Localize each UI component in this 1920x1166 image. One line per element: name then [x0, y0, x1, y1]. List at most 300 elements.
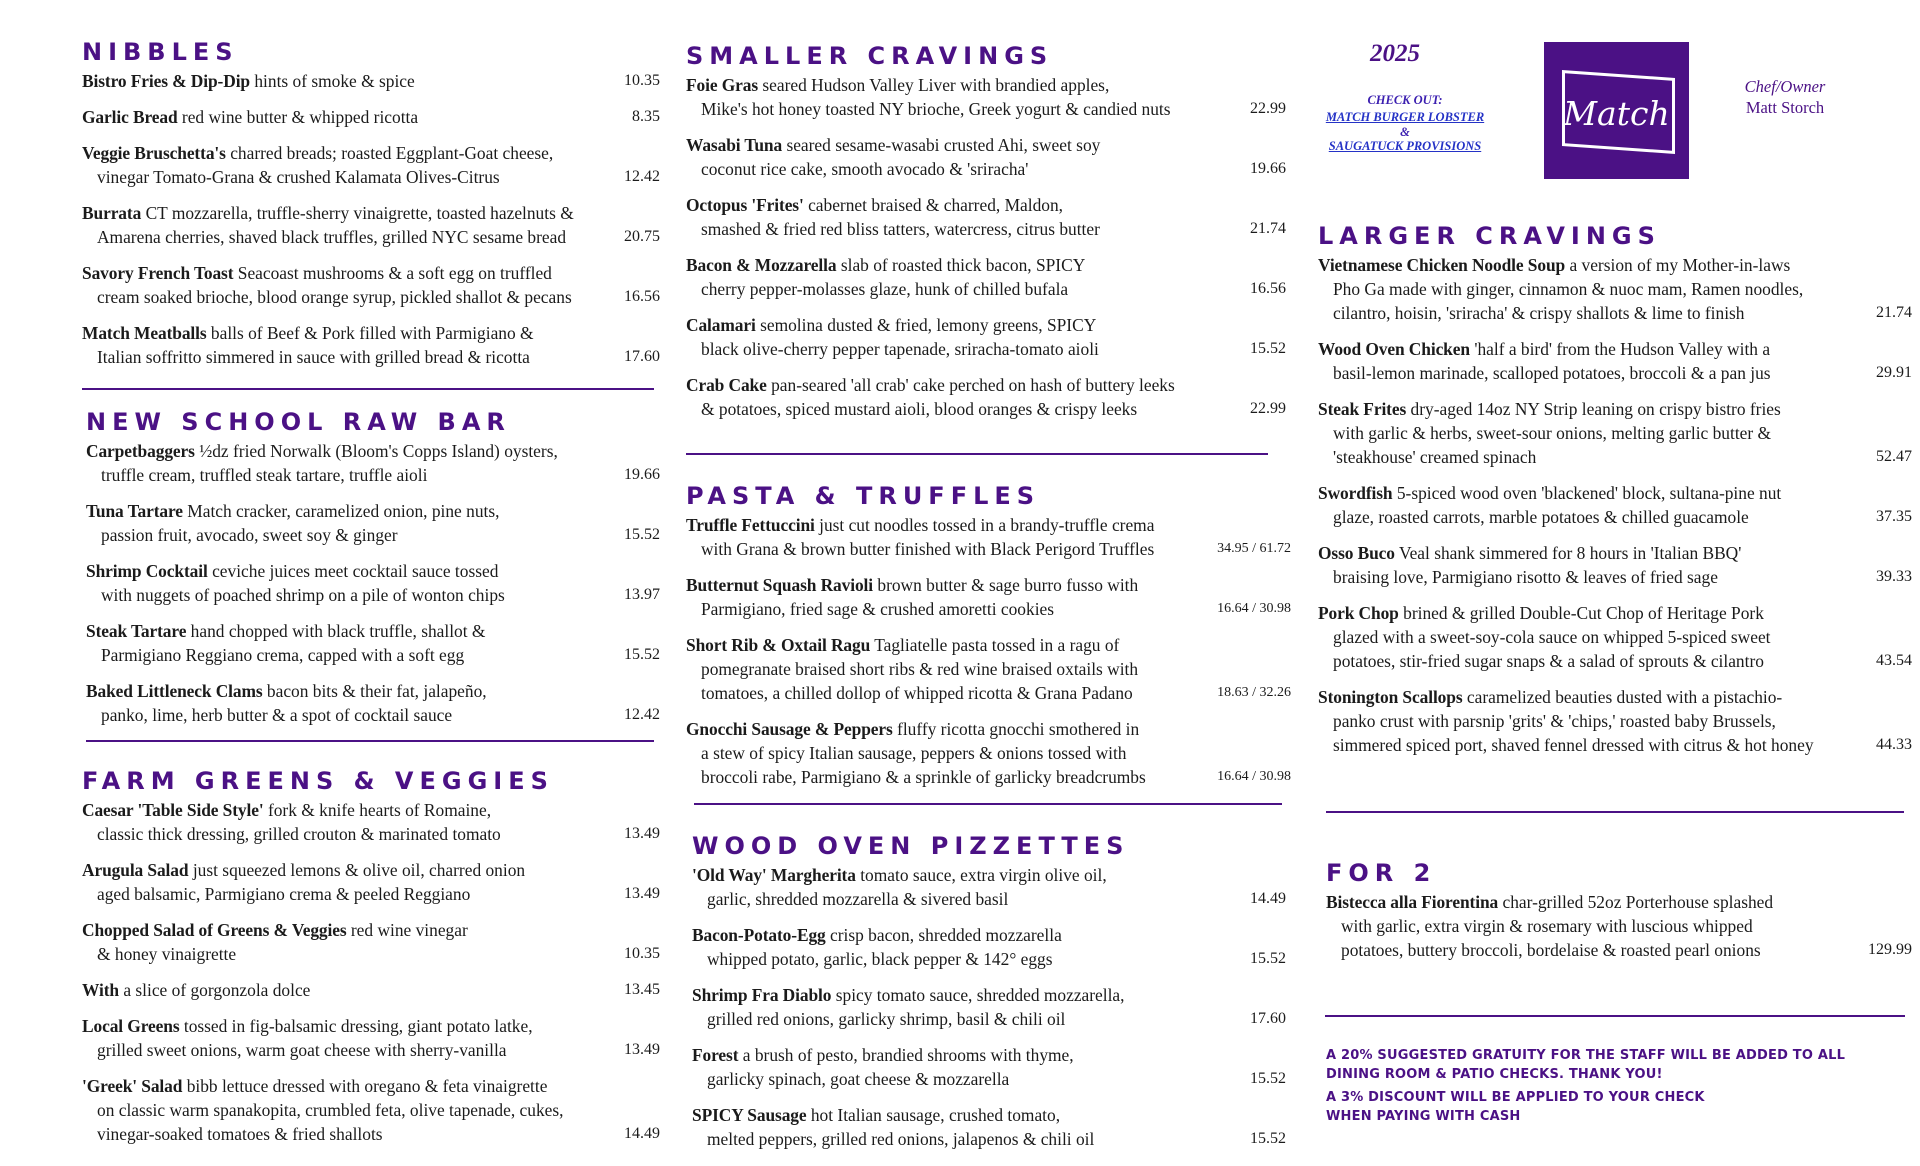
section-larger-cravings	[1318, 222, 1912, 769]
item-name: Foie Gras	[686, 75, 759, 95]
menu-item	[86, 499, 660, 547]
menu-item	[1326, 890, 1912, 962]
item-first-line	[86, 499, 660, 523]
item-description: a brush of pesto, brandied shrooms with thyme,	[742, 1045, 1074, 1065]
item-price: 16.56	[624, 288, 660, 305]
item-price: 18.63 / 32.26	[1217, 685, 1291, 700]
item-description: vinegar Tomato-Grana & crushed Kalamata Olives-Citrus	[97, 167, 500, 187]
item-description: grilled red onions, garlicky shrimp, basil & chili oil	[707, 1009, 1066, 1029]
item-price: 19.66	[1250, 160, 1286, 177]
item-first-line	[82, 978, 660, 1002]
link-match-burger-lobster[interactable]: MATCH BURGER LOBSTER	[1325, 110, 1485, 124]
menu-item	[1318, 337, 1912, 385]
item-first-line	[686, 73, 1286, 97]
item-description-line	[686, 277, 1286, 301]
item-name: Caesar 'Table Side Style'	[82, 800, 264, 820]
item-description: 'steakhouse' creamed spinach	[1333, 447, 1537, 467]
menu-item	[82, 105, 660, 129]
item-description-line	[82, 165, 660, 189]
item-first-line	[82, 918, 660, 942]
item-description-line	[686, 397, 1286, 421]
item-description: semolina dusted & fried, lemony greens, SPICY	[760, 315, 1097, 335]
item-name: Bacon-Potato-Egg	[692, 925, 826, 945]
item-description-line	[82, 1038, 660, 1062]
item-first-line	[692, 983, 1286, 1007]
item-name: 'Old Way' Margherita	[692, 865, 856, 885]
item-name: Crab Cake	[686, 375, 767, 395]
item-description: panko, lime, herb butter & a spot of cocktail sauce	[101, 705, 453, 725]
menu-item	[82, 978, 660, 1002]
item-name: Match Meatballs	[82, 323, 207, 343]
item-first-line	[692, 1103, 1286, 1127]
item-description: with nuggets of poached shrimp on a pile of wonton chips	[101, 585, 505, 605]
item-description: truffle cream, truffled steak tartare, truffle aioli	[101, 465, 428, 485]
divider	[82, 388, 654, 390]
item-name: Gnocchi Sausage & Peppers	[686, 719, 893, 739]
item-name: Veggie Bruschetta's	[82, 143, 226, 163]
section-title-pizzettes: WOOD OVEN PIZZETTES	[692, 832, 1130, 860]
menu-item	[686, 717, 1291, 789]
chef-title: Chef/Owner	[1744, 77, 1826, 96]
item-description: Amarena cherries, shaved black truffles, grilled NYC sesame bread	[97, 227, 567, 247]
item-first-line	[692, 863, 1286, 887]
menu-item	[686, 73, 1286, 121]
item-description-line	[686, 537, 1291, 561]
item-description-line	[686, 657, 1291, 681]
item-description: potatoes, stir-fried sugar snaps & a salad of sprouts & cilantro	[1333, 651, 1764, 671]
item-description: melted peppers, grilled red onions, jalapenos & chili oil	[707, 1129, 1095, 1149]
item-description: caramelized beauties dusted with a pistachio-	[1466, 687, 1783, 707]
section-title-raw-bar: NEW SCHOOL RAW BAR	[86, 408, 511, 436]
menu-item	[86, 439, 660, 487]
item-description-line	[1318, 277, 1912, 301]
item-description: balls of Beef & Pork filled with Parmigiano &	[210, 323, 534, 343]
item-description-line	[86, 463, 660, 487]
item-first-line	[1318, 253, 1912, 277]
item-description: dry-aged 14oz NY Strip leaning on crispy bistro fries	[1410, 399, 1781, 419]
item-description-line	[692, 1007, 1286, 1031]
item-description: hot Italian sausage, crushed tomato,	[810, 1105, 1061, 1125]
item-description: spicy tomato sauce, shredded mozzarella,	[835, 985, 1125, 1005]
item-description: broccoli rabe, Parmigiano & a sprinkle of garlicky breadcrumbs	[701, 767, 1146, 787]
item-first-line	[686, 253, 1286, 277]
item-name: 'Greek' Salad	[82, 1076, 183, 1096]
item-description-line	[82, 882, 660, 906]
item-description-line	[1318, 301, 1912, 325]
item-price: 17.60	[1250, 1010, 1286, 1027]
item-description-line	[1318, 625, 1912, 649]
menu-item	[692, 1103, 1286, 1151]
item-name: Carpetbaggers	[86, 441, 195, 461]
menu-item	[82, 798, 660, 846]
section-title-nibbles: NIBBLES	[82, 38, 239, 66]
item-price: 13.49	[624, 825, 660, 842]
menu-item	[692, 863, 1286, 911]
item-price: 14.49	[1250, 890, 1286, 907]
menu-item	[692, 1043, 1286, 1091]
item-price: 12.42	[624, 168, 660, 185]
item-description-line	[1318, 421, 1912, 445]
item-name: Wasabi Tuna	[686, 135, 783, 155]
item-description: ceviche juices meet cocktail sauce tossed	[212, 561, 499, 581]
item-description: whipped potato, garlic, black pepper & 142° eggs	[707, 949, 1053, 969]
menu-item	[1318, 541, 1912, 589]
item-description: crisp bacon, shredded mozzarella	[830, 925, 1062, 945]
item-description: slab of roasted thick bacon, SPICY	[840, 255, 1086, 275]
item-price: 44.33	[1876, 736, 1912, 753]
item-first-line	[82, 105, 660, 129]
item-description: basil-lemon marinade, scalloped potatoes, broccoli & a pan jus	[1333, 363, 1771, 383]
section-smaller-cravings	[686, 42, 1286, 433]
item-description: tomato sauce, extra virgin olive oil,	[860, 865, 1107, 885]
item-description-line	[82, 285, 660, 309]
item-description: just squeezed lemons & olive oil, charred onion	[192, 860, 526, 880]
item-first-line	[86, 439, 660, 463]
item-price: 10.35	[624, 945, 660, 962]
item-description: simmered spiced port, shaved fennel dressed with citrus & hot honey	[1333, 735, 1814, 755]
item-first-line	[82, 69, 660, 93]
item-description: & honey vinaigrette	[97, 944, 237, 964]
item-name: Wood Oven Chicken	[1318, 339, 1470, 359]
item-description: vinegar-soaked tomatoes & fried shallots	[97, 1124, 383, 1144]
item-first-line	[1318, 337, 1912, 361]
item-price: 14.49	[624, 1125, 660, 1142]
item-name: Stonington Scallops	[1318, 687, 1463, 707]
gratuity-notice: A 20% SUGGESTED GRATUITY FOR THE STAFF WILL BE ADDED TO ALL DINING ROOM & PATIO CHECKS. THANK YOU!	[1326, 1048, 1846, 1082]
item-description-line	[692, 1067, 1286, 1091]
item-description-line	[1318, 649, 1912, 673]
item-description: char-grilled 52oz Porterhouse splashed	[1502, 892, 1774, 912]
menu-item	[86, 619, 660, 667]
item-description-line	[692, 947, 1286, 971]
section-greens	[82, 767, 660, 1158]
item-description: glazed with a sweet-soy-cola sauce on whipped 5-spiced sweet	[1333, 627, 1771, 647]
menu-list-raw-bar	[86, 439, 660, 727]
item-name: SPICY Sausage	[692, 1105, 807, 1125]
item-description: charred breads; roasted Eggplant-Goat cheese,	[230, 143, 554, 163]
item-price: 17.60	[624, 348, 660, 365]
item-description: Parmigiano, fried sage & crushed amoretti cookies	[701, 599, 1055, 619]
item-name: Shrimp Fra Diablo	[692, 985, 832, 1005]
menu-item	[82, 141, 660, 189]
menu-item	[686, 253, 1286, 301]
item-description: Seacoast mushrooms & a soft egg on truffled	[237, 263, 552, 283]
item-description-line	[1326, 914, 1912, 938]
item-description: bacon bits & their fat, jalapeño,	[266, 681, 487, 701]
menu-item	[686, 193, 1286, 241]
section-raw-bar	[86, 408, 660, 739]
item-description: Mike's hot honey toasted NY brioche, Greek yogurt & candied nuts	[701, 99, 1171, 119]
item-price: 15.52	[1250, 1130, 1286, 1147]
section-pizzettes	[692, 832, 1286, 1163]
item-name: Butternut Squash Ravioli	[686, 575, 874, 595]
item-name: Forest	[692, 1045, 739, 1065]
item-description: red wine vinegar	[350, 920, 468, 940]
item-first-line	[82, 1014, 660, 1038]
item-price: 16.64 / 30.98	[1217, 601, 1291, 616]
item-price: 16.64 / 30.98	[1217, 769, 1291, 784]
item-description: & potatoes, spiced mustard aioli, blood oranges & crispy leeks	[701, 399, 1138, 419]
divider	[694, 803, 1282, 805]
item-first-line	[1318, 541, 1912, 565]
item-description: glaze, roasted carrots, marble potatoes & chilled guacamole	[1333, 507, 1749, 527]
chef-name: Matt Storch	[1745, 98, 1825, 117]
item-description: garlicky spinach, goat cheese & mozzarella	[707, 1069, 1010, 1089]
menu-item	[82, 261, 660, 309]
item-description: Veal shank simmered for 8 hours in 'Italian BBQ'	[1398, 543, 1742, 563]
item-description-line	[1318, 709, 1912, 733]
item-description-line	[686, 337, 1286, 361]
divider	[686, 453, 1268, 455]
item-price: 43.54	[1876, 652, 1912, 669]
notices	[1326, 1046, 1886, 1126]
item-description: cabernet braised & charred, Maldon,	[808, 195, 1064, 215]
item-description-line	[686, 157, 1286, 181]
section-nibbles	[82, 38, 660, 381]
item-description-line	[1318, 565, 1912, 589]
item-description-line	[1326, 938, 1912, 962]
item-description: fork & knife hearts of Romaine,	[267, 800, 492, 820]
item-description-line	[692, 887, 1286, 911]
item-name: Pork Chop	[1318, 603, 1399, 623]
item-description: tomatoes, a chilled dollop of whipped ricotta & Grana Padano	[701, 683, 1133, 703]
link-saugatuck-provisions[interactable]: SAUGATUCK PROVISIONS	[1328, 139, 1482, 153]
match-logo	[1544, 42, 1689, 179]
section-title-larger: LARGER CRAVINGS	[1318, 222, 1661, 250]
item-name: Bistro Fries & Dip-Dip	[82, 71, 250, 91]
item-description-line	[686, 681, 1291, 705]
item-price: 52.47	[1876, 448, 1912, 465]
item-first-line	[686, 573, 1291, 597]
item-price: 21.74	[1876, 304, 1912, 321]
cash-line-1: A 3% DISCOUNT WILL BE APPLIED TO YOUR CHECK	[1326, 1090, 1705, 1105]
item-first-line	[86, 679, 660, 703]
item-first-line	[686, 193, 1286, 217]
item-description: potatoes, buttery broccoli, bordelaise & roasted pearl onions	[1341, 940, 1761, 960]
item-name: Bacon & Mozzarella	[686, 255, 837, 275]
item-description: Parmigiano Reggiano crema, capped with a soft egg	[101, 645, 465, 665]
cash-discount-notice	[1326, 1088, 1886, 1126]
menu-list-larger	[1318, 253, 1912, 757]
menu-item	[686, 313, 1286, 361]
item-description-line	[686, 597, 1291, 621]
item-description-line	[82, 345, 660, 369]
item-description-line	[82, 1098, 660, 1122]
item-description: cream soaked brioche, blood orange syrup, pickled shallot & pecans	[97, 287, 572, 307]
item-description-line	[686, 765, 1291, 789]
item-name: Octopus 'Frites'	[686, 195, 804, 215]
item-first-line	[1326, 890, 1912, 914]
menu-item	[686, 133, 1286, 181]
item-description: pan-seared 'all crab' cake perched on hash of buttery leeks	[771, 375, 1175, 395]
item-description: smashed & fried red bliss tatters, watercress, citrus butter	[701, 219, 1100, 239]
item-name: Garlic Bread	[82, 107, 178, 127]
menu-item	[686, 373, 1286, 421]
item-description: garlic, shredded mozzarella & sivered basil	[707, 889, 1009, 909]
item-description: seared sesame-wasabi crusted Ahi, sweet soy	[786, 135, 1101, 155]
item-price: 15.52	[1250, 340, 1286, 357]
item-price: 22.99	[1250, 400, 1286, 417]
item-first-line	[1318, 601, 1912, 625]
menu-item	[1318, 397, 1912, 469]
item-description-line	[692, 1127, 1286, 1151]
item-name: With	[82, 980, 119, 1000]
item-description: hints of smoke & spice	[254, 71, 415, 91]
checkout-links	[1318, 92, 1492, 155]
menu-item	[86, 559, 660, 607]
item-description: hand chopped with black truffle, shallot &	[190, 621, 486, 641]
item-first-line	[82, 201, 660, 225]
item-first-line	[82, 798, 660, 822]
cash-line-2: WHEN PAYING WITH CASH	[1326, 1109, 1521, 1124]
item-first-line	[82, 1074, 660, 1098]
item-first-line	[692, 923, 1286, 947]
item-price: 16.56	[1250, 280, 1286, 297]
ampersand: &	[1400, 125, 1410, 139]
item-name: Steak Tartare	[86, 621, 187, 641]
item-description: red wine butter & whipped ricotta	[181, 107, 419, 127]
item-price: 19.66	[624, 466, 660, 483]
menu-list-for-2	[1326, 890, 1912, 962]
divider	[1325, 1015, 1905, 1017]
item-name: Bistecca alla Fiorentina	[1326, 892, 1499, 912]
menu-list-nibbles	[82, 69, 660, 369]
item-first-line	[692, 1043, 1286, 1067]
section-title-for-2: FOR 2	[1326, 859, 1437, 887]
menu-year: 2025	[1370, 40, 1420, 67]
menu-item	[82, 1074, 660, 1146]
menu-item	[82, 918, 660, 966]
item-price: 21.74	[1250, 220, 1286, 237]
item-description: classic thick dressing, grilled crouton & marinated tomato	[97, 824, 501, 844]
item-description: black olive-cherry pepper tapenade, sriracha-tomato aioli	[701, 339, 1099, 359]
item-first-line	[686, 717, 1291, 741]
menu-item	[1318, 685, 1912, 757]
item-name: Calamari	[686, 315, 756, 335]
item-name: Baked Littleneck Clams	[86, 681, 263, 701]
item-price: 29.91	[1876, 364, 1912, 381]
item-description: tossed in fig-balsamic dressing, giant potato latke,	[183, 1016, 533, 1036]
item-description: aged balsamic, Parmigiano crema & peeled Reggiano	[97, 884, 471, 904]
menu-item	[1318, 253, 1912, 325]
item-description: 'half a bird' from the Hudson Valley with a	[1474, 339, 1771, 359]
item-description: coconut rice cake, smooth avocado & 'sriracha'	[701, 159, 1029, 179]
item-description: with garlic & herbs, sweet-sour onions, melting garlic butter &	[1333, 423, 1772, 443]
item-description: Pho Ga made with ginger, cinnamon & nuoc mam, Ramen noodles,	[1333, 279, 1804, 299]
item-description: panko crust with parsnip 'grits' & 'chips,' roasted baby Brussels,	[1333, 711, 1776, 731]
item-price: 15.52	[1250, 950, 1286, 967]
item-price: 8.35	[632, 108, 660, 125]
menu-list-pizzettes	[692, 863, 1286, 1151]
item-description-line	[82, 942, 660, 966]
item-description: brined & grilled Double-Cut Chop of Heritage Pork	[1403, 603, 1764, 623]
item-description-line	[1318, 733, 1912, 757]
item-price: 13.45	[624, 981, 660, 998]
item-name: Swordfish	[1318, 483, 1393, 503]
item-description: Tagliatelle pasta tossed in a ragu of	[874, 635, 1120, 655]
item-name: Short Rib & Oxtail Ragu	[686, 635, 871, 655]
item-first-line	[82, 858, 660, 882]
menu-item	[692, 923, 1286, 971]
menu-item	[692, 983, 1286, 1031]
item-description-line	[686, 217, 1286, 241]
item-description: cherry pepper-molasses glaze, hunk of chilled bufala	[701, 279, 1069, 299]
item-description: fluffy ricotta gnocchi smothered in	[897, 719, 1140, 739]
item-name: Burrata	[82, 203, 142, 223]
item-name: Tuna Tartare	[86, 501, 183, 521]
item-first-line	[82, 141, 660, 165]
item-description-line	[86, 703, 660, 727]
chef-owner	[1730, 76, 1840, 118]
item-name: Osso Buco	[1318, 543, 1395, 563]
item-first-line	[86, 559, 660, 583]
item-description-line	[82, 822, 660, 846]
item-description: braising love, Parmigiano risotto & leaves of fried sage	[1333, 567, 1718, 587]
item-first-line	[1318, 397, 1912, 421]
item-description-line	[686, 741, 1291, 765]
item-name: Steak Frites	[1318, 399, 1407, 419]
item-first-line	[686, 373, 1286, 397]
item-price: 12.42	[624, 706, 660, 723]
logo-text: Match	[1563, 94, 1670, 133]
item-price: 13.49	[624, 885, 660, 902]
item-description-line	[1318, 361, 1912, 385]
section-pasta	[686, 482, 1291, 801]
item-description: grilled sweet onions, warm goat cheese with sherry-vanilla	[97, 1040, 507, 1060]
item-first-line	[86, 619, 660, 643]
item-description-line	[86, 523, 660, 547]
item-price: 13.49	[624, 1041, 660, 1058]
item-description: with garlic, extra virgin & rosemary with luscious whipped	[1341, 916, 1753, 936]
section-title-smaller: SMALLER CRAVINGS	[686, 42, 1054, 70]
item-name: Shrimp Cocktail	[86, 561, 208, 581]
item-name: Local Greens	[82, 1016, 180, 1036]
item-price: 15.52	[1250, 1070, 1286, 1087]
item-description: brown butter & sage burro fusso with	[877, 575, 1139, 595]
menu-list-pasta	[686, 513, 1291, 789]
item-price: 129.99	[1868, 941, 1912, 958]
item-description: ½dz fried Norwalk (Bloom's Copps Island) oysters,	[199, 441, 558, 461]
menu-item	[82, 69, 660, 93]
item-first-line	[686, 133, 1286, 157]
item-price: 20.75	[624, 228, 660, 245]
item-description: 5-spiced wood oven 'blackened' block, sultana-pine nut	[1396, 483, 1782, 503]
item-description: seared Hudson Valley Liver with brandied apples,	[762, 75, 1110, 95]
item-description: on classic warm spanakopita, crumbled feta, olive tapenade, cukes,	[97, 1100, 564, 1120]
item-price: 15.52	[624, 526, 660, 543]
item-description: pomegranate braised short ribs & red wine braised oxtails with	[701, 659, 1139, 679]
menu-item	[82, 858, 660, 906]
item-description-line	[86, 643, 660, 667]
item-description-line	[1318, 505, 1912, 529]
item-description: just cut noodles tossed in a brandy-truffle crema	[819, 515, 1155, 535]
item-name: Savory French Toast	[82, 263, 234, 283]
item-price: 13.97	[624, 586, 660, 603]
item-first-line	[82, 321, 660, 345]
item-description: CT mozzarella, truffle-sherry vinaigrette, toasted hazelnuts &	[145, 203, 574, 223]
menu-list-greens	[82, 798, 660, 1146]
menu-item	[82, 1014, 660, 1062]
item-description: passion fruit, avocado, sweet soy & ginger	[101, 525, 398, 545]
item-description-line	[1318, 445, 1912, 469]
menu-item	[1318, 601, 1912, 673]
menu-item	[1318, 481, 1912, 529]
item-description: a slice of gorgonzola dolce	[123, 980, 311, 1000]
item-description: Italian soffritto simmered in sauce with grilled bread & ricotta	[97, 347, 530, 367]
section-title-greens: FARM GREENS & VEGGIES	[82, 767, 554, 795]
item-name: Arugula Salad	[82, 860, 189, 880]
item-price: 22.99	[1250, 100, 1286, 117]
